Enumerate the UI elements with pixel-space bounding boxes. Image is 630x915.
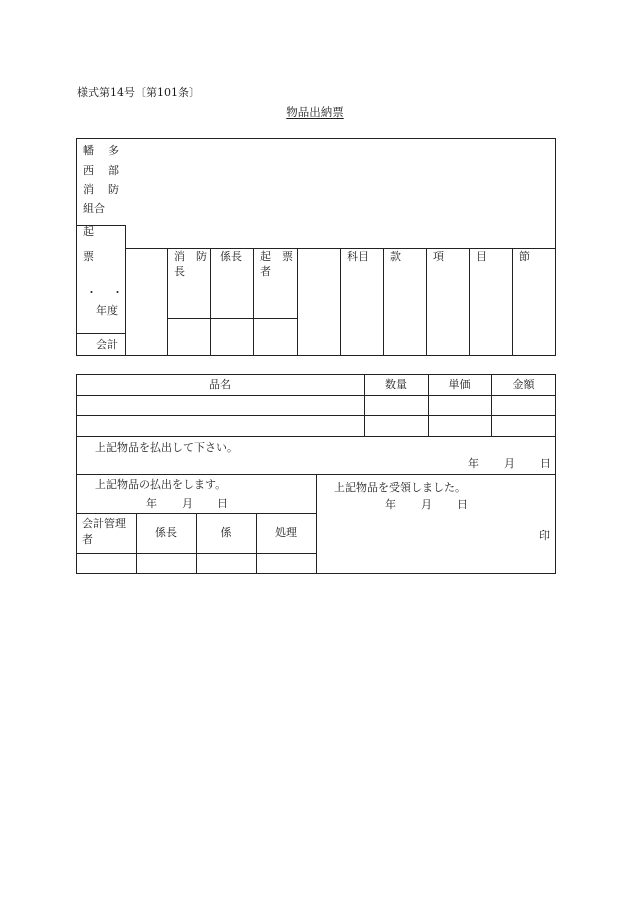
voucher-header-grid <box>76 138 556 356</box>
receive-date-day: 日 <box>457 498 468 511</box>
grid-line <box>167 318 297 319</box>
grid-line <box>512 248 513 356</box>
col-item-name: 品名 <box>209 378 231 391</box>
grid-line <box>76 436 556 437</box>
receive-date-month: 月 <box>421 498 432 511</box>
issue-date-year: 年 <box>146 497 157 510</box>
sign-accounting-manager: 会計管理 者 <box>82 517 126 546</box>
receive-date-year: 年 <box>385 498 396 511</box>
issue-text: 上記物品の払出をします。 <box>95 478 227 491</box>
sign-staff: 係 <box>220 526 232 539</box>
org-name-char: 多 <box>108 144 119 157</box>
org-name-char: 幡 <box>83 144 94 157</box>
grid-line <box>76 395 556 396</box>
account-subject-header: 科目 <box>347 250 369 263</box>
account-kan-header: 款 <box>390 250 401 263</box>
document-title-text: 物品出納票 <box>286 105 344 119</box>
form-number: 様式第14号〔第101条〕 <box>77 86 200 99</box>
kihyo-char-1: 起 <box>83 225 94 238</box>
grid-line <box>136 513 137 574</box>
issue-date-month: 月 <box>182 497 193 510</box>
org-name-line-2 <box>83 161 119 181</box>
kihyo-char-2: 票 <box>83 250 94 263</box>
org-name-char: 消 <box>83 183 94 196</box>
request-date-day: 日 <box>540 457 551 470</box>
date-dots: ・ ・ <box>86 286 125 299</box>
col-unit-price: 単価 <box>448 378 471 391</box>
grid-line <box>253 248 254 356</box>
sign-section-chief: 係長 <box>155 526 177 539</box>
org-name-line-4: 組合 <box>83 202 105 215</box>
grid-line <box>210 248 211 356</box>
grid-line <box>297 248 298 356</box>
request-date-year: 年 <box>468 457 479 470</box>
org-name-char: 西 <box>83 164 94 177</box>
grid-line <box>316 474 317 574</box>
receive-text: 上記物品を受領しました。 <box>334 481 466 494</box>
issue-date-day: 日 <box>217 497 228 510</box>
org-name-char: 部 <box>108 164 119 177</box>
sign-processing: 処理 <box>275 526 297 539</box>
account-label: 会計 <box>96 338 118 351</box>
grid-line <box>256 513 257 574</box>
grid-line <box>340 248 341 356</box>
org-name-line-3 <box>83 180 119 200</box>
grid-line <box>383 248 384 356</box>
request-text: 上記物品を払出して下さい。 <box>95 441 238 454</box>
org-name-line-1 <box>83 141 119 161</box>
fiscal-year-label: 年度 <box>96 304 118 317</box>
grid-line <box>426 248 427 356</box>
grid-line <box>125 225 126 356</box>
approval-drafter: 起 票 者 <box>260 250 293 278</box>
account-setsu-header: 節 <box>519 250 530 263</box>
approval-section-chief: 係長 <box>220 250 242 263</box>
seal-mark: 印 <box>539 529 550 542</box>
document-title <box>0 104 630 120</box>
account-moku-header: 目 <box>476 250 487 263</box>
grid-line <box>76 415 556 416</box>
col-quantity: 数量 <box>385 378 407 391</box>
account-kou-header: 項 <box>433 250 444 263</box>
org-name-char: 防 <box>108 183 119 196</box>
grid-line <box>469 248 470 356</box>
grid-line <box>167 248 168 356</box>
approval-fire-chief: 消 防 長 <box>174 250 207 278</box>
col-amount: 金額 <box>512 378 535 391</box>
request-date-month: 月 <box>504 457 515 470</box>
grid-line <box>196 513 197 574</box>
grid-line <box>76 333 125 334</box>
